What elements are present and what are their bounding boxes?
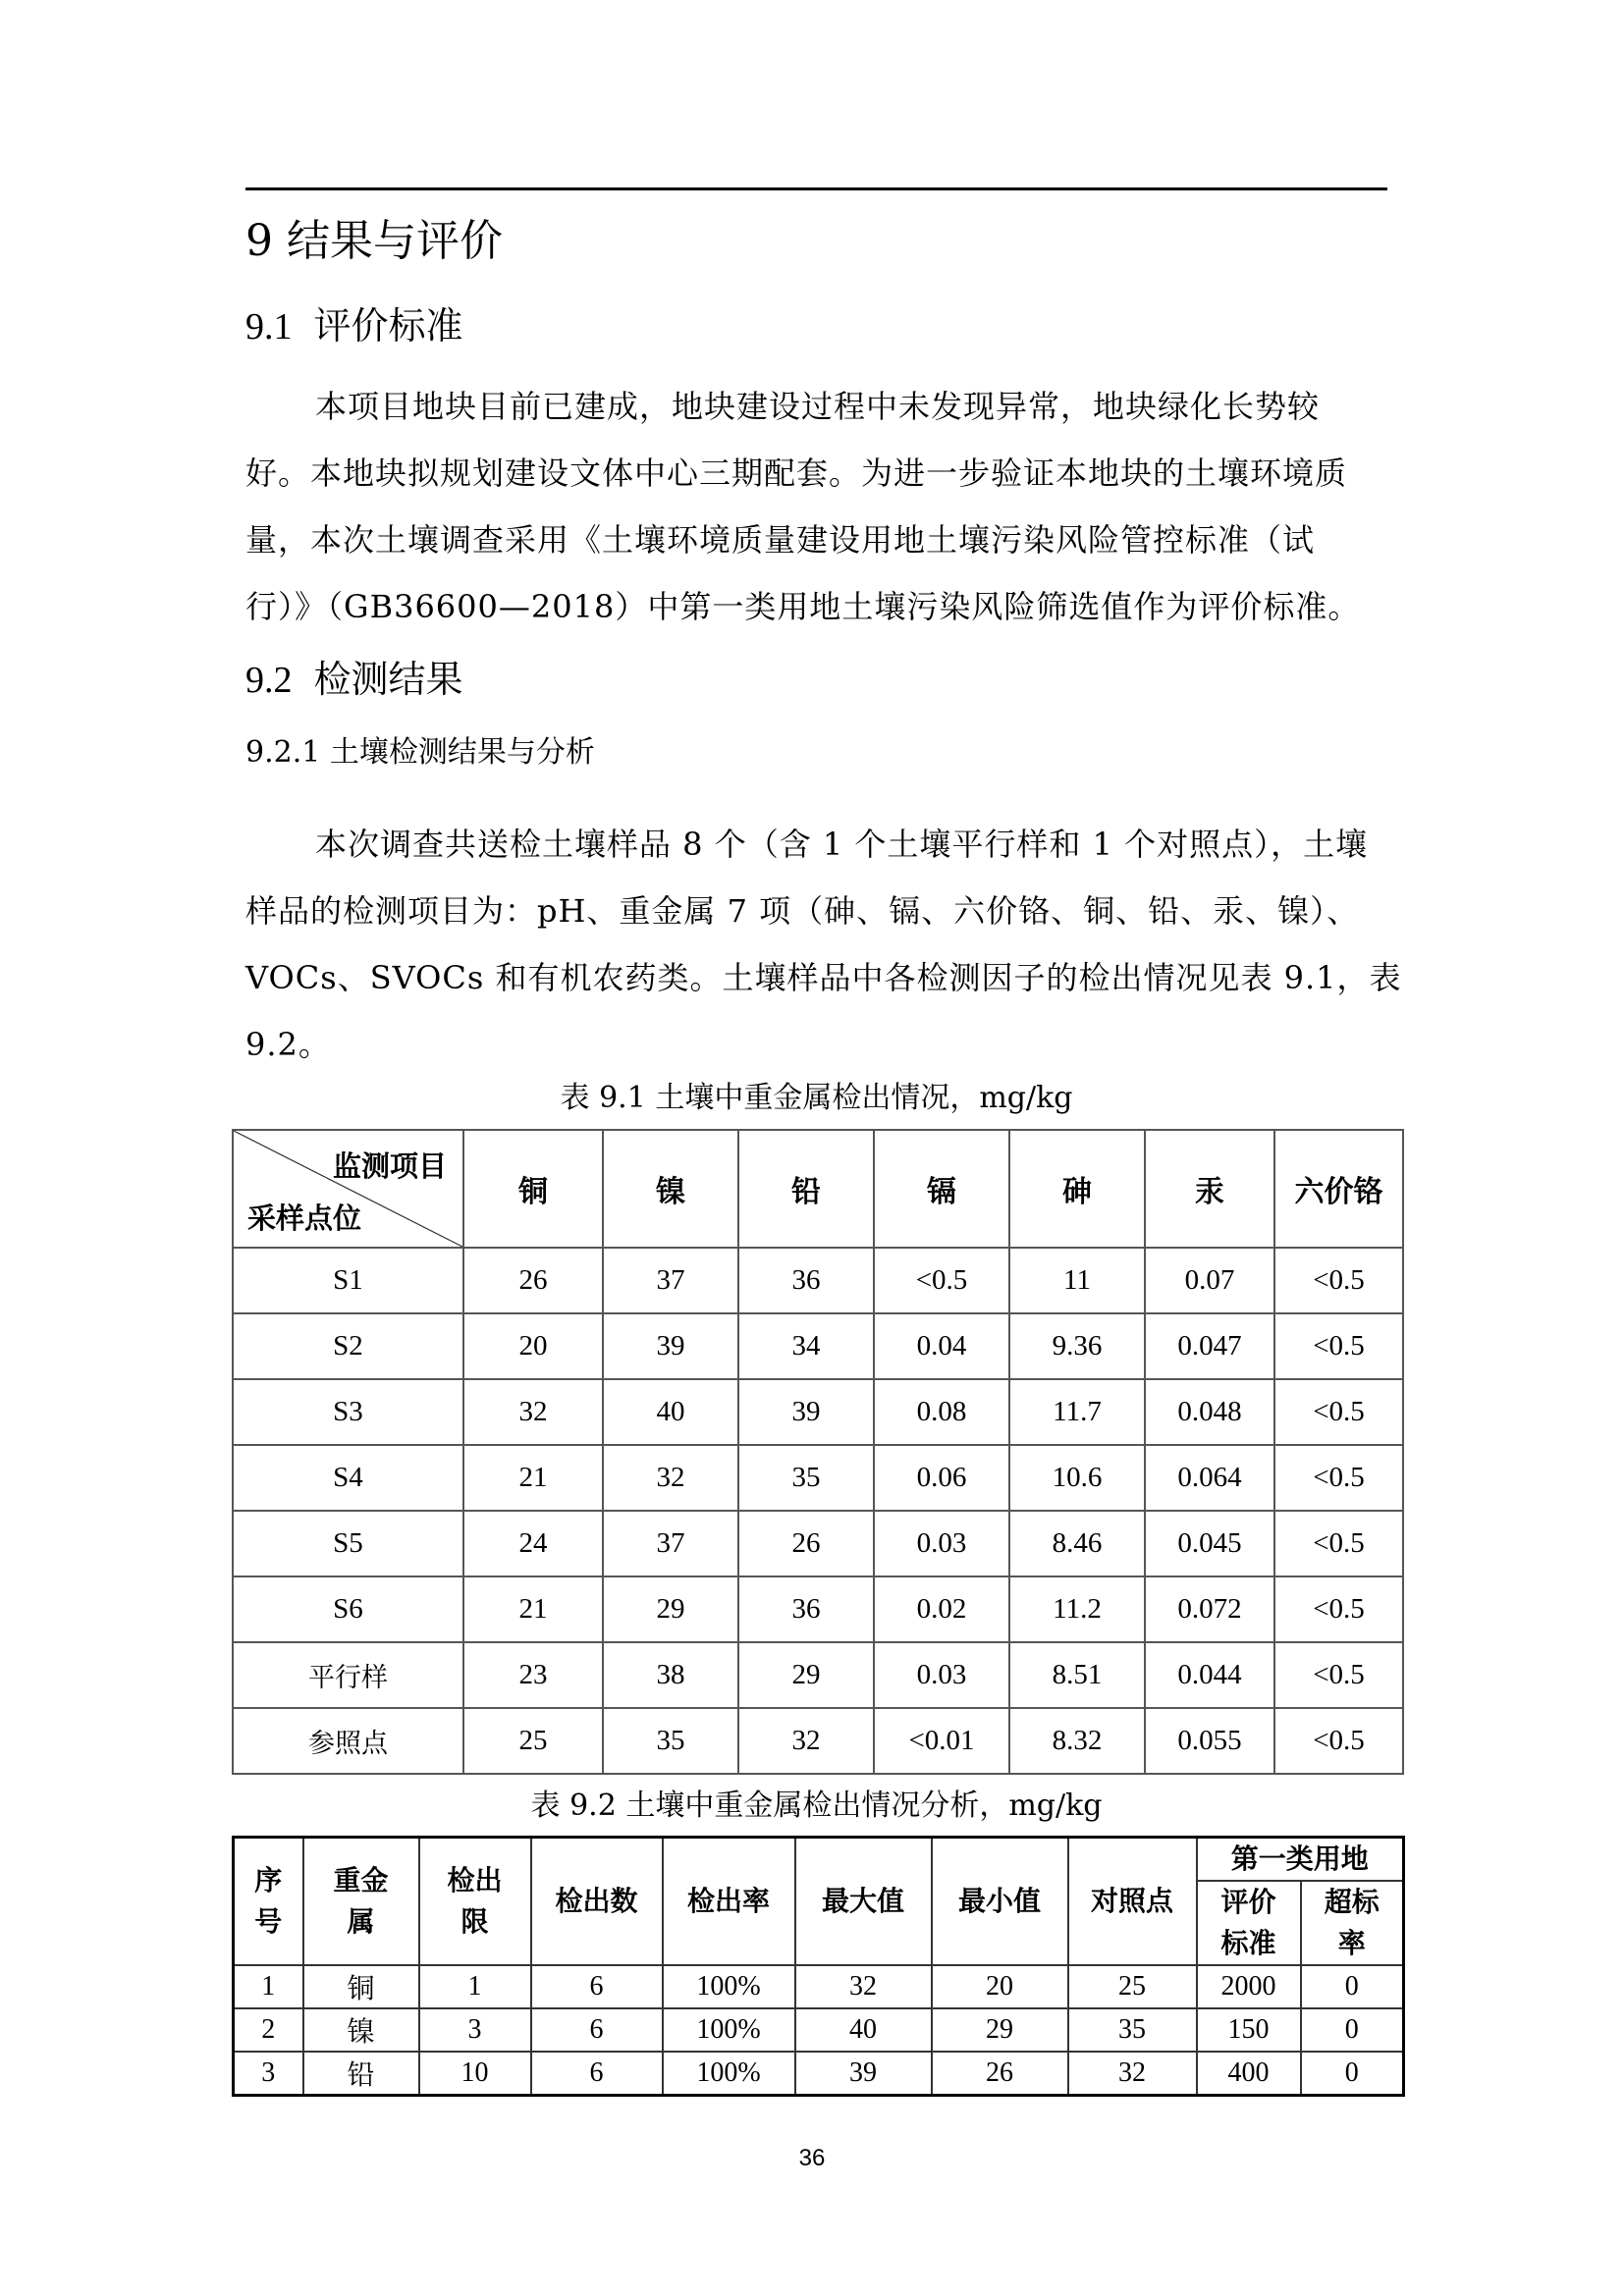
table-row <box>233 1642 1403 1708</box>
value-cell: 0.04 <box>874 1313 1009 1379</box>
max-cell: 40 <box>795 2008 932 2052</box>
standard-cell: 2000 <box>1197 1965 1301 2008</box>
standard-cell: 400 <box>1197 2052 1301 2096</box>
table-header-row <box>233 1130 1403 1248</box>
column-header: 铜 <box>463 1130 603 1248</box>
value-cell: 40 <box>603 1379 738 1445</box>
min-cell: 29 <box>932 2008 1068 2052</box>
value-cell: 36 <box>738 1576 874 1642</box>
value-cell: 0.048 <box>1145 1379 1274 1445</box>
value-cell: <0.5 <box>1274 1313 1403 1379</box>
value-cell: 11 <box>1009 1248 1145 1313</box>
page-number: 36 <box>798 2145 826 2171</box>
value-cell: 0.02 <box>874 1576 1009 1642</box>
column-header: 汞 <box>1145 1130 1274 1248</box>
column-header: 检出数 <box>531 1838 663 1966</box>
header-rule <box>245 187 1387 190</box>
value-cell: 26 <box>738 1511 874 1576</box>
value-cell: 37 <box>603 1511 738 1576</box>
heading-9-1 <box>245 299 463 353</box>
standard-cell: 150 <box>1197 2008 1301 2052</box>
site-cell: 参照点 <box>233 1708 463 1774</box>
table2-caption: 表 9.2 土壤中重金属检出情况分析，mg/kg <box>530 1789 1103 1823</box>
table-row <box>234 2052 1404 2096</box>
value-cell: 0.055 <box>1145 1708 1274 1774</box>
control-cell: 32 <box>1068 2052 1197 2096</box>
site-cell: S3 <box>233 1379 463 1445</box>
max-cell: 39 <box>795 2052 932 2096</box>
control-cell: 35 <box>1068 2008 1197 2052</box>
value-cell: <0.01 <box>874 1708 1009 1774</box>
value-cell: <0.5 <box>1274 1511 1403 1576</box>
value-cell: 37 <box>603 1248 738 1313</box>
value-cell: 29 <box>738 1642 874 1708</box>
site-cell: 平行样 <box>233 1642 463 1708</box>
value-cell: <0.5 <box>1274 1248 1403 1313</box>
table-row <box>233 1708 1403 1774</box>
value-cell: 38 <box>603 1642 738 1708</box>
value-cell: 32 <box>738 1708 874 1774</box>
column-header: 检出率 <box>663 1838 795 1966</box>
value-cell: 0.03 <box>874 1511 1009 1576</box>
column-header: 铅 <box>738 1130 874 1248</box>
value-cell: 0.07 <box>1145 1248 1274 1313</box>
value-cell: 9.36 <box>1009 1313 1145 1379</box>
value-cell: 25 <box>463 1708 603 1774</box>
metal-cell: 铜 <box>303 1965 419 2008</box>
value-cell: 0.045 <box>1145 1511 1274 1576</box>
site-cell: S6 <box>233 1576 463 1642</box>
value-cell: 0.072 <box>1145 1576 1274 1642</box>
count-cell: 6 <box>531 1965 663 2008</box>
count-cell: 6 <box>531 2052 663 2096</box>
min-cell: 20 <box>932 1965 1068 2008</box>
rate-cell: 100% <box>663 2008 795 2052</box>
value-cell: 0.08 <box>874 1379 1009 1445</box>
table-row <box>233 1445 1403 1511</box>
value-cell: 10.6 <box>1009 1445 1145 1511</box>
column-header: 砷 <box>1009 1130 1145 1248</box>
value-cell: <0.5 <box>1274 1445 1403 1511</box>
paragraph-line: 9.2。 <box>245 1026 331 1063</box>
value-cell: <0.5 <box>1274 1576 1403 1642</box>
limit-cell: 10 <box>419 2052 531 2096</box>
value-cell: 11.7 <box>1009 1379 1145 1445</box>
control-cell: 25 <box>1068 1965 1197 2008</box>
diagonal-header-cell <box>233 1130 463 1248</box>
value-cell: 21 <box>463 1445 603 1511</box>
exceed-cell: 0 <box>1301 2008 1404 2052</box>
exceed-cell: 0 <box>1301 2052 1404 2096</box>
metal-cell: 铅 <box>303 2052 419 2096</box>
paragraph-line: VOCs、SVOCs 和有机农药类。土壤样品中各检测因子的检出情况见表 9.1，表 <box>245 959 1402 996</box>
value-cell: 8.46 <box>1009 1511 1145 1576</box>
table-row <box>233 1313 1403 1379</box>
count-cell: 6 <box>531 2008 663 2052</box>
table-row <box>234 2008 1404 2052</box>
value-cell: 21 <box>463 1576 603 1642</box>
heavy-metal-analysis-table <box>232 1836 1405 2097</box>
column-header: 镍 <box>603 1130 738 1248</box>
paragraph-line: 行）》（GB36600—2018）中第一类用地土壤污染风险筛选值作为评价标准。 <box>245 588 1361 625</box>
value-cell: 26 <box>463 1248 603 1313</box>
min-cell: 26 <box>932 2052 1068 2096</box>
value-cell: 35 <box>738 1445 874 1511</box>
column-header: 镉 <box>874 1130 1009 1248</box>
value-cell: 32 <box>603 1445 738 1511</box>
paragraph-line: 好。本地块拟规划建设文体中心三期配套。为进一步验证本地块的土壤环境质 <box>245 454 1348 492</box>
column-header: 最大值 <box>795 1838 932 1966</box>
limit-cell: 3 <box>419 2008 531 2052</box>
value-cell: 32 <box>463 1379 603 1445</box>
value-cell: 11.2 <box>1009 1576 1145 1642</box>
column-header: 检出限 <box>419 1838 531 1966</box>
value-cell: 20 <box>463 1313 603 1379</box>
table-header-row <box>234 1838 1404 1882</box>
value-cell: 29 <box>603 1576 738 1642</box>
max-cell: 32 <box>795 1965 932 2008</box>
heading-number: 9.1 <box>245 306 293 347</box>
site-cell: S1 <box>233 1248 463 1313</box>
column-header: 评价标准 <box>1197 1881 1301 1965</box>
value-cell: 0.06 <box>874 1445 1009 1511</box>
paragraph-line: 本项目地块目前已建成，地块建设过程中未发现异常，地块绿化长势较 <box>315 388 1321 425</box>
column-header: 重金属 <box>303 1838 419 1966</box>
table-row <box>233 1248 1403 1313</box>
paragraph-line: 量，本次土壤调查采用《土壤环境质量建设用地土壤污染风险管控标准（试 <box>245 521 1316 559</box>
heading-text: 评价标准 <box>313 304 463 347</box>
site-cell: S2 <box>233 1313 463 1379</box>
value-cell: <0.5 <box>1274 1379 1403 1445</box>
exceed-cell: 0 <box>1301 1965 1404 2008</box>
seq-cell: 1 <box>234 1965 303 2008</box>
seq-cell: 2 <box>234 2008 303 2052</box>
value-cell: 34 <box>738 1313 874 1379</box>
column-axis-label: 监测项目 <box>332 1149 447 1183</box>
heading-number: 9.2 <box>245 660 293 701</box>
site-cell: S5 <box>233 1511 463 1576</box>
value-cell: <0.5 <box>874 1248 1009 1313</box>
paragraph-soil-results <box>245 811 1402 1078</box>
value-cell: 39 <box>603 1313 738 1379</box>
seq-cell: 3 <box>234 2052 303 2096</box>
value-cell: 39 <box>738 1379 874 1445</box>
value-cell: 24 <box>463 1511 603 1576</box>
rate-cell: 100% <box>663 1965 795 2008</box>
paragraph-line: 本次调查共送检土壤样品 8 个（含 1 个土壤平行样和 1 个对照点），土壤 <box>315 826 1369 863</box>
column-header: 六价铬 <box>1274 1130 1403 1248</box>
column-header: 序号 <box>234 1838 303 1966</box>
table-row <box>233 1511 1403 1576</box>
paragraph-line: 样品的检测项目为：pH、重金属 7 项（砷、镉、六价铬、铜、铅、汞、镍）、 <box>245 892 1360 930</box>
subheading-9-2-1: 9.2.1 土壤检测结果与分析 <box>245 735 595 770</box>
value-cell: 8.51 <box>1009 1642 1145 1708</box>
value-cell: 0.044 <box>1145 1642 1274 1708</box>
table-row <box>233 1379 1403 1445</box>
site-cell: S4 <box>233 1445 463 1511</box>
rate-cell: 100% <box>663 2052 795 2096</box>
value-cell: 0.03 <box>874 1642 1009 1708</box>
table-row <box>234 1965 1404 2008</box>
paragraph-evaluation-standard <box>245 373 1387 640</box>
table1-caption: 表 9.1 土壤中重金属检出情况，mg/kg <box>560 1081 1073 1115</box>
value-cell: 0.047 <box>1145 1313 1274 1379</box>
value-cell: 23 <box>463 1642 603 1708</box>
value-cell: <0.5 <box>1274 1642 1403 1708</box>
value-cell: 36 <box>738 1248 874 1313</box>
section-title: 9 结果与评价 <box>245 216 503 266</box>
table-row <box>233 1576 1403 1642</box>
value-cell: 35 <box>603 1708 738 1774</box>
column-header: 对照点 <box>1068 1838 1197 1966</box>
metal-cell: 镍 <box>303 2008 419 2052</box>
column-group-header: 第一类用地 <box>1197 1838 1404 1882</box>
value-cell: 8.32 <box>1009 1708 1145 1774</box>
value-cell: <0.5 <box>1274 1708 1403 1774</box>
row-axis-label: 采样点位 <box>247 1201 362 1235</box>
heading-9-2 <box>245 653 463 707</box>
value-cell: 0.064 <box>1145 1445 1274 1511</box>
heavy-metal-detection-table <box>232 1129 1404 1775</box>
column-header: 超标率 <box>1301 1881 1404 1965</box>
column-header: 最小值 <box>932 1838 1068 1966</box>
heading-text: 检测结果 <box>313 658 463 701</box>
limit-cell: 1 <box>419 1965 531 2008</box>
